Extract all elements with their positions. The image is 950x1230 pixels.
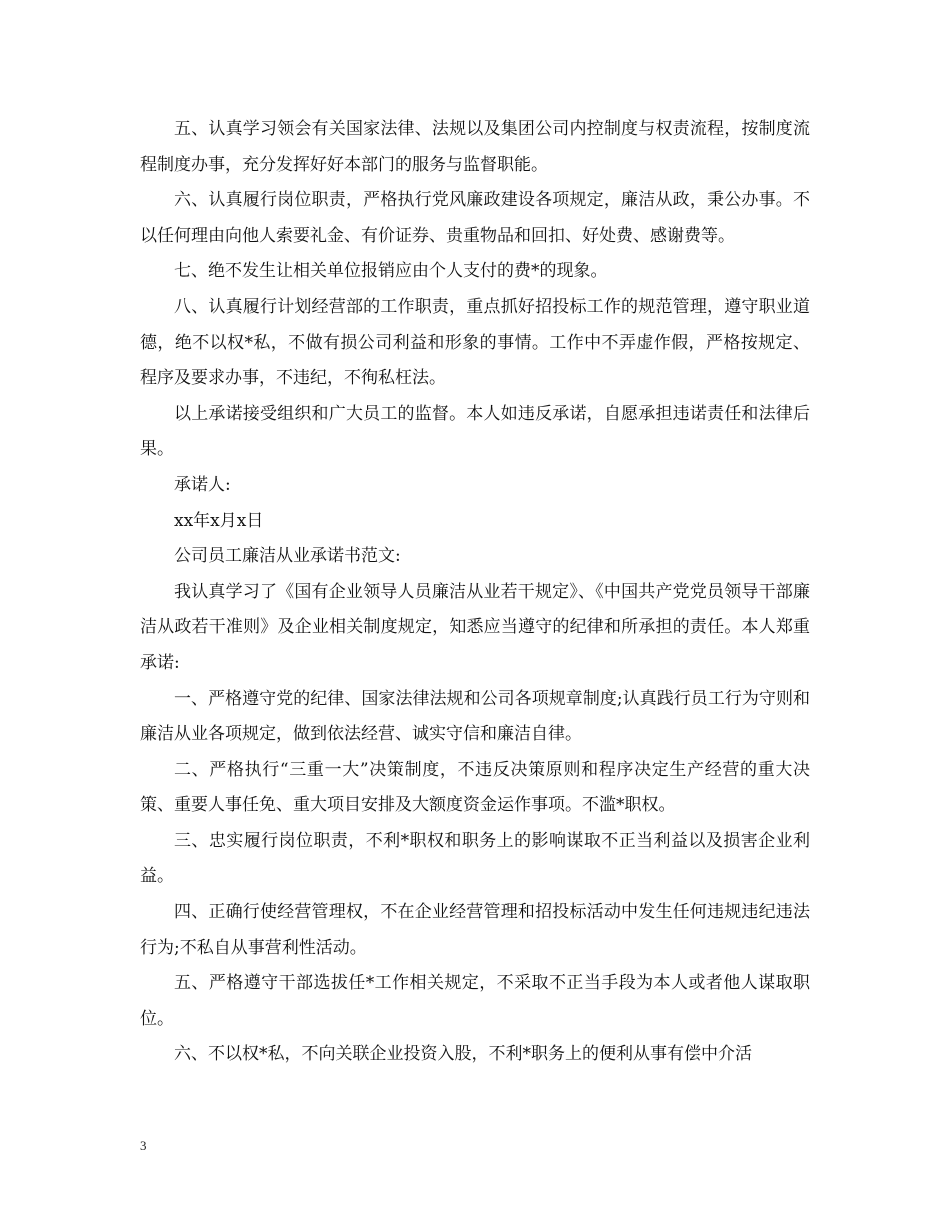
paragraph: 六、认真履行岗位职责，严格执行党风廉政建设各项规定，廉洁从政，秉公办事。不以任何理由向他人索要礼金、有价证券、贵重物品和回扣、好处费、感谢费等。 (140, 190, 810, 246)
paragraph: 五、严格遵守干部选拔任*工作相关规定，不采取不正当手段为本人或者他人谋取职位。 (140, 973, 810, 1029)
paragraph: 四、正确行使经营管理权，不在企业经营管理和招投标活动中发生任何违规违纪违法行为;不私自从事营利性活动。 (140, 902, 810, 958)
paragraph: 三、忠实履行岗位职责，不利*职权和职务上的影响谋取不正当利益以及损害企业利益。 (140, 830, 810, 887)
paragraph: 七、绝不发生让相关单位报销应由个人支付的费*的现象。 (174, 261, 608, 282)
signature-label: 承诺人: (174, 474, 231, 495)
paragraph: 以上承诺接受组织和广大员工的监督。本人如违反承诺，自愿承担违诺责任和法律后果。 (140, 403, 810, 460)
paragraph: 八、认真履行计划经营部的工作职责，重点抓好招投标工作的规范管理，遵守职业道德，绝不以权*私，不做有损公司利益和形象的事情。工作中不弄虚作假，严格按规定、程序及要求办事，不违纪，不徇私枉法。 (140, 296, 810, 389)
date-line: xx年x月x日 (174, 510, 264, 531)
paragraph: 二、严格执行“三重一大”决策制度，不违反决策原则和程序决定生产经营的重大决策、重要人事任免、重大项目安排及大额度资金运作事项。不滥*职权。 (140, 759, 810, 816)
page-number: 3 (140, 1138, 147, 1153)
paragraph: 六、不以权*私，不向关联企业投资入股，不利*职务上的便利从事有偿中介活 (174, 1044, 752, 1065)
paragraph: 我认真学习了《国有企业领导人员廉洁从业若干规定》、《中国共产党党员领导干部廉洁从政若干准则》及企业相关制度规定，知悉应当遵守的纪律和所承担的责任。本人郑重承诺: (140, 581, 810, 673)
paragraph: 五、认真学习领会有关国家法律、法规以及集团公司内控制度与权责流程，按制度流程制度办事，充分发挥好好本部门的服务与监督职能。 (140, 119, 810, 175)
document-body (140, 112, 810, 1073)
section-heading: 公司员工廉洁从业承诺书范文: (174, 546, 401, 567)
paragraph: 一、严格遵守党的纪律、国家法律法规和公司各项规章制度;认真践行员工行为守则和廉洁从业各项规定，做到依法经营、诚实守信和廉洁自律。 (140, 688, 810, 745)
